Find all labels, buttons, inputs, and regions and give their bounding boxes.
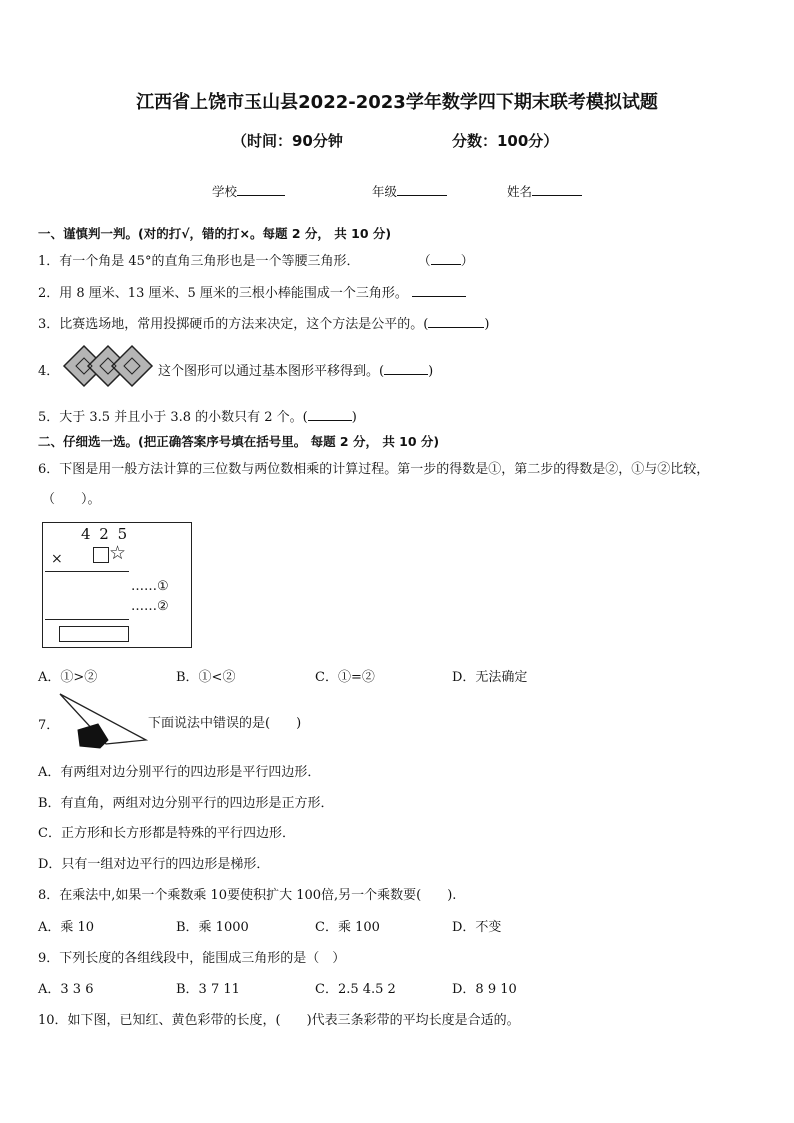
step2-marker: ……②: [131, 599, 169, 614]
question-1: [38, 250, 474, 269]
q6-line2: （ ）。: [42, 492, 101, 507]
q6-option-a[interactable]: A．①>②: [38, 670, 98, 685]
question-5: [38, 406, 357, 425]
grade-label: 年级: [372, 184, 398, 199]
q8-option-d[interactable]: D．不变: [452, 920, 502, 935]
q1-paren-open: （: [417, 254, 431, 269]
q4-close: ): [428, 364, 434, 379]
rule-line-1: [45, 571, 129, 572]
question-3: [38, 313, 489, 332]
diamond-shape-3: [112, 346, 152, 386]
product-box: [59, 626, 129, 642]
page-title: 江西省上饶市玉山县2022-2023学年数学四下期末联考模拟试题: [136, 92, 658, 113]
step1-marker: ……①: [131, 579, 169, 594]
q9-option-d[interactable]: D．8 9 10: [452, 982, 517, 997]
q7-option-d[interactable]: D．只有一组对边平行的四边形是梯形．: [38, 857, 270, 872]
rule-line-2: [45, 619, 129, 620]
q9-text: 9．下列长度的各组线段中，能围成三角形的是（ ）: [38, 951, 346, 966]
q1-paren-close: ）: [460, 254, 474, 269]
times-sign: ×: [51, 551, 63, 567]
name-blank[interactable]: [532, 182, 582, 196]
q6-line1: 6．下图是用一般方法计算的三位数与两位数相乘的计算过程。第一步的得数是①，第二步的得数是②，①与②比较，: [38, 462, 710, 477]
q6-option-c[interactable]: C．①=②: [315, 670, 375, 685]
q7-text: 下面说法中错误的是( ): [148, 716, 302, 731]
q3-close: ): [484, 317, 490, 332]
q8-option-c[interactable]: C．乘 100: [315, 920, 380, 935]
school-blank[interactable]: [237, 182, 285, 196]
school-field[interactable]: [212, 182, 285, 200]
question-4: [158, 360, 433, 379]
q4-number: 4．: [38, 364, 60, 379]
name-field[interactable]: [507, 182, 582, 200]
q10-text: 10．如下图，已知红、黄色彩带的长度，( )代表三条彩带的平均长度是合适的。: [38, 1013, 520, 1028]
q5-answer-blank[interactable]: [308, 408, 352, 421]
q8-text: 8．在乘法中,如果一个乘数乘 10要使积扩大 100倍,另一个乘数要( ).: [38, 888, 457, 903]
section2-heading: 二、仔细选一选。(把正确答案序号填在括号里。 每题 2 分， 共 10 分): [38, 434, 440, 449]
question-2: [38, 282, 466, 301]
grade-field[interactable]: [372, 182, 447, 200]
q9-option-a[interactable]: A．3 3 6: [38, 982, 94, 997]
q1-answer-blank[interactable]: [431, 252, 461, 265]
q2-answer-blank[interactable]: [412, 284, 466, 297]
triangle-quadrilateral-figure: [58, 692, 150, 750]
q4-text: 这个图形可以通过基本图形平移得到。(: [158, 364, 385, 379]
q6-option-b[interactable]: B．①<②: [176, 670, 236, 685]
q6-option-d[interactable]: D．无法确定: [452, 670, 528, 685]
q7-option-c[interactable]: C．正方形和长方形都是特殊的平行四边形．: [38, 826, 295, 841]
name-label: 姓名: [507, 184, 533, 199]
q9-option-c[interactable]: C．2.5 4.5 2: [315, 982, 396, 997]
q5-close: ): [351, 410, 357, 425]
exam-time: （时间：90分钟: [232, 132, 343, 150]
exam-score: 分数：100分）: [452, 132, 559, 150]
q3-answer-blank[interactable]: [428, 315, 484, 328]
grade-blank[interactable]: [397, 182, 447, 196]
q3-text: 3．比赛选场地，常用投掷硬币的方法来决定，这个方法是公平的。(: [38, 317, 429, 332]
q7-number: 7．: [38, 718, 60, 733]
diamond-pattern-figure: [62, 343, 156, 389]
q4-answer-blank[interactable]: [384, 362, 428, 375]
q8-option-b[interactable]: B．乘 1000: [176, 920, 249, 935]
q1-text: 1．有一个角是 45°的直角三角形也是一个等腰三角形．: [38, 254, 360, 269]
q7-option-a[interactable]: A．有两组对边分别平行的四边形是平行四边形．: [38, 765, 321, 780]
q2-text: 2．用 8 厘米、13 厘米、5 厘米的三根小棒能围成一个三角形。: [38, 286, 408, 301]
q9-option-b[interactable]: B．3 7 11: [176, 982, 240, 997]
school-label: 学校: [212, 184, 238, 199]
q7-option-b[interactable]: B．有直角，两组对边分别平行的四边形是正方形．: [38, 796, 334, 811]
top-number: 4 2 5: [81, 525, 130, 543]
q8-option-a[interactable]: A．乘 10: [38, 920, 95, 935]
square-digit-box: [93, 547, 109, 563]
multiplication-figure: [42, 522, 192, 648]
q5-text: 5．大于 3.5 并且小于 3.8 的小数只有 2 个。(: [38, 410, 308, 425]
section1-heading: 一、谨慎判一判。(对的打√，错的打×。每题 2 分， 共 10 分): [38, 226, 392, 241]
filled-quadrilateral-shape: [78, 724, 108, 748]
star-digit-icon: ☆: [109, 542, 127, 564]
